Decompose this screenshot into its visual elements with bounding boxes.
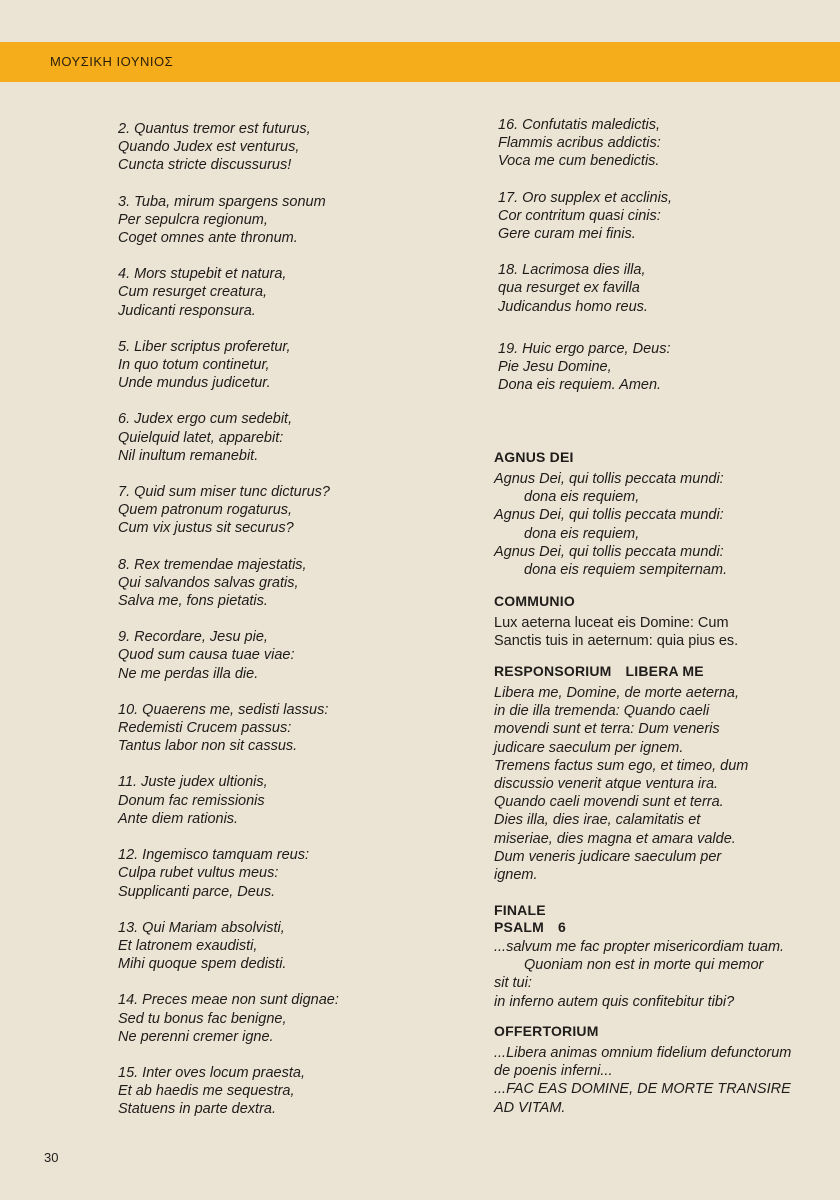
text-line: movendi sunt et terra: Dum veneris xyxy=(494,721,720,738)
responsorium-title-b: LIBERA ME xyxy=(625,663,704,679)
stanza xyxy=(118,846,448,901)
verse-line: 11. Juste judex ultionis, xyxy=(118,774,268,791)
agnus-dei-section xyxy=(494,449,834,579)
verse-line: Culpa rubet vultus meus: xyxy=(118,865,279,882)
stanza xyxy=(118,193,448,248)
stanza xyxy=(498,261,828,316)
stanza xyxy=(118,338,448,393)
responsorium-title xyxy=(494,663,834,680)
stanza xyxy=(118,556,448,611)
text-line: Quando caeli movendi sunt et terra. xyxy=(494,794,724,811)
finale-text xyxy=(494,938,834,1011)
stanza xyxy=(498,340,828,395)
verse-line: Supplicanti parce, Deus. xyxy=(118,883,276,900)
verse-line: Voca me cum benedictis. xyxy=(498,153,660,170)
stanza xyxy=(118,628,448,683)
verse-line: Statuens in parte dextra. xyxy=(118,1101,276,1118)
text-line: Quoniam non est in morte qui memor xyxy=(524,957,764,974)
verse-line: 14. Preces meae non sunt dignae: xyxy=(118,992,339,1009)
text-line: in inferno autem quis confitebitur tibi? xyxy=(494,993,735,1010)
stanza xyxy=(118,919,448,974)
verse-line: Nil inultum remanebit. xyxy=(118,447,259,464)
verse-line: Et ab haedis me sequestra, xyxy=(118,1083,295,1100)
verse-line: Et latronem exaudisti, xyxy=(118,937,258,954)
text-line: in die illa tremenda: Quando caeli xyxy=(494,703,710,720)
verse-line: Quod sum causa tuae viae: xyxy=(118,647,295,664)
responsorium-text xyxy=(494,684,834,884)
agnus-dei-text xyxy=(494,470,834,579)
left-column-sequence xyxy=(118,120,448,1119)
verse-line: Cor contritum quasi cinis: xyxy=(498,207,661,224)
offertorium-title: OFFERTORIUM xyxy=(494,1023,599,1039)
verse-line: Qui salvandos salvas gratis, xyxy=(118,574,299,591)
psalm-heading xyxy=(494,919,834,936)
verse-line: Mihi quoque spem dedisti. xyxy=(118,956,287,973)
header-band xyxy=(0,42,840,82)
text-line: Agnus Dei, qui tollis peccata mundi: xyxy=(494,543,724,560)
text-line: Lux aeterna luceat eis Domine: Cum xyxy=(494,615,729,631)
verse-line: 9. Recordare, Jesu pie, xyxy=(118,629,268,646)
text-line: Agnus Dei, qui tollis peccata mundi: xyxy=(494,507,724,524)
text-line: ...FAC EAS DOMINE, DE MORTE TRANSIRE xyxy=(494,1081,791,1098)
verse-line: Quem patronum rogaturus, xyxy=(118,502,293,519)
verse-line: Ne perenni cremer igne. xyxy=(118,1028,274,1045)
verse-line: 7. Quid sum miser tunc dicturus? xyxy=(118,484,330,501)
stanza xyxy=(118,701,448,756)
verse-line: 5. Liber scriptus proferetur, xyxy=(118,338,291,355)
text-line: Dum veneris judicare saeculum per xyxy=(494,848,722,865)
text-line: Dies illa, dies irae, calamitatis et xyxy=(494,812,701,829)
stanza xyxy=(118,1064,448,1119)
responsorium-title-a: RESPONSORIUM xyxy=(494,663,612,679)
stanza xyxy=(118,483,448,538)
verse-line: 4. Mors stupebit et natura, xyxy=(118,266,287,283)
text-line: ignem. xyxy=(494,867,538,884)
magazine-title: ΜΟΥΣΙΚΗ ΙΟΥΝΙΟΣ xyxy=(50,54,174,69)
verse-line: 19. Huic ergo parce, Deus: xyxy=(498,340,671,357)
verse-line: Judicanti responsura. xyxy=(118,302,256,319)
verse-line: Dona eis requiem. Amen. xyxy=(498,377,662,394)
verse-line: 2. Quantus tremor est futurus, xyxy=(118,121,311,137)
verse-line: Salva me, fons pietatis. xyxy=(118,593,268,610)
text-line: discussio venerit atque ventura ira. xyxy=(494,776,719,793)
right-column-sequence xyxy=(498,116,828,394)
page-number: 30 xyxy=(44,1150,59,1165)
text-line: dona eis requiem, xyxy=(524,525,640,542)
verse-line: Ante diem rationis. xyxy=(118,810,239,827)
text-line: dona eis requiem, xyxy=(524,489,640,506)
psalm-label: PSALM xyxy=(494,919,544,935)
verse-line: 17. Oro supplex et acclinis, xyxy=(498,189,673,206)
verse-line: 12. Ingemisco tamquam reus: xyxy=(118,847,310,864)
verse-line: 8. Rex tremendae majestatis, xyxy=(118,556,307,573)
communio-text xyxy=(494,614,834,650)
verse-line: Judicandus homo reus. xyxy=(498,298,648,315)
verse-line: 15. Inter oves locum praesta, xyxy=(118,1064,305,1081)
stanza xyxy=(118,410,448,465)
text-line: ...Libera animas omnium fidelium defunctorum xyxy=(494,1045,792,1061)
verse-line: 3. Tuba, mirum spargens sonum xyxy=(118,193,326,210)
text-line: Tremens factus sum ego, et timeo, dum xyxy=(494,757,749,774)
verse-line: qua resurget ex favilla xyxy=(498,280,640,297)
stanza xyxy=(498,189,828,244)
verse-line: Unde mundus judicetur. xyxy=(118,375,271,392)
verse-line: Ne me perdas illa die. xyxy=(118,665,259,682)
verse-line: Tantus labor non sit cassus. xyxy=(118,738,298,755)
verse-line: Pie Jesu Domine, xyxy=(498,359,612,376)
offertorium-text xyxy=(494,1044,834,1117)
verse-line: Redemisti Crucem passus: xyxy=(118,720,292,737)
text-line: de poenis inferni... xyxy=(494,1063,613,1080)
communio-section xyxy=(494,593,834,650)
stanza xyxy=(118,991,448,1046)
text-line: ...salvum me fac propter misericordiam tuam. xyxy=(494,939,785,955)
verse-line: Sed tu bonus fac benigne, xyxy=(118,1010,287,1027)
verse-line: 6. Judex ergo cum sedebit, xyxy=(118,411,293,428)
finale-section xyxy=(494,902,834,1011)
text-line: sit tui: xyxy=(494,975,532,992)
text-line: Agnus Dei, qui tollis peccata mundi: xyxy=(494,471,724,487)
text-line: Libera me, Domine, de morte aeterna, xyxy=(494,685,740,701)
responsorium-section xyxy=(494,663,834,884)
verse-line: Coget omnes ante thronum. xyxy=(118,230,298,247)
verse-line: Quando Judex est venturus, xyxy=(118,139,300,156)
verse-line: Cum resurget creatura, xyxy=(118,284,268,301)
text-line: Sanctis tuis in aeternum: quia pius es. xyxy=(494,633,739,650)
communio-title: COMMUNIO xyxy=(494,593,575,609)
agnus-dei-title: AGNUS DEI xyxy=(494,449,574,465)
verse-line: Quielquid latet, apparebit: xyxy=(118,429,284,446)
verse-line: Cuncta stricte discussurus! xyxy=(118,157,292,174)
text-line: AD VITAM. xyxy=(494,1099,566,1116)
verse-line: Cum vix justus sit securus? xyxy=(118,520,294,537)
finale-title: FINALE xyxy=(494,902,546,918)
offertorium-section xyxy=(494,1023,834,1117)
stanza xyxy=(498,116,828,171)
text-line: miseriae, dies magna et amara valde. xyxy=(494,830,736,847)
psalm-number: 6 xyxy=(558,919,566,935)
verse-line: Donum fac remissionis xyxy=(118,792,265,809)
verse-line: Per sepulcra regionum, xyxy=(118,211,268,228)
verse-line: 13. Qui Mariam absolvisti, xyxy=(118,919,285,936)
verse-line: 18. Lacrimosa dies illa, xyxy=(498,262,646,279)
verse-line: 16. Confutatis maledictis, xyxy=(498,117,660,133)
verse-line: 10. Quaerens me, sedisti lassus: xyxy=(118,701,329,718)
verse-line: In quo totum continetur, xyxy=(118,357,270,374)
verse-line: Gere curam mei finis. xyxy=(498,226,636,243)
stanza xyxy=(118,120,448,175)
stanza xyxy=(118,265,448,320)
verse-line: Flammis acribus addictis: xyxy=(498,135,661,152)
text-line: judicare saeculum per ignem. xyxy=(494,739,684,756)
stanza xyxy=(118,773,448,828)
text-line: dona eis requiem sempiternam. xyxy=(524,562,728,579)
